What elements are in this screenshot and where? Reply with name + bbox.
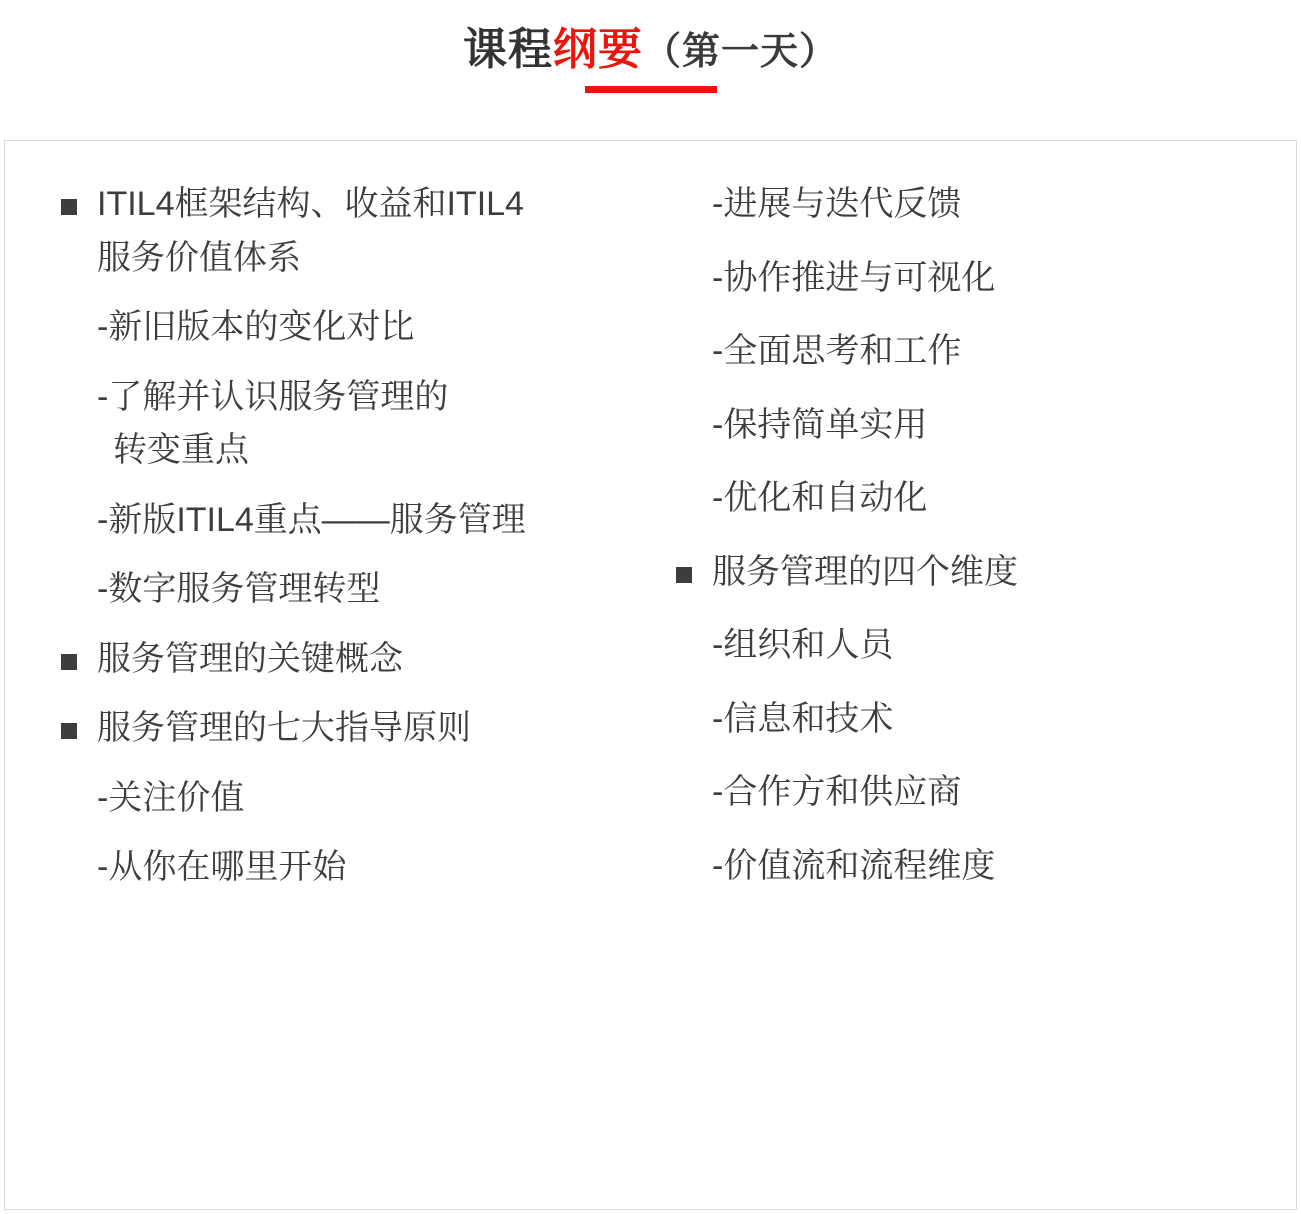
page-title	[0, 0, 1301, 93]
list-item-label: 转变重点	[113, 431, 249, 470]
list-item-label: -关注价值	[97, 778, 245, 817]
list-item	[676, 404, 1296, 448]
list-item-label: -合作方和供应商	[712, 773, 962, 812]
list-item-label: -组织和人员	[712, 626, 894, 665]
square-bullet-icon	[61, 199, 77, 215]
square-bullet-icon	[676, 567, 692, 583]
list-item	[61, 429, 664, 473]
list-item-label: 服务管理的七大指导原则	[97, 709, 471, 748]
title-underline	[585, 86, 717, 93]
list-item-label: -全面思考和工作	[712, 332, 962, 371]
list-item-label: -协作推进与可视化	[712, 258, 996, 297]
list-item	[61, 777, 664, 821]
list-item-label: -新版ITIL4重点——服务管理	[97, 500, 526, 539]
page-title-accent: 纲要	[552, 25, 643, 74]
square-bullet-icon	[61, 723, 77, 739]
list-item	[61, 846, 664, 890]
list-item	[676, 183, 1296, 227]
list-item	[61, 499, 664, 543]
list-item-label: -数字服务管理转型	[97, 570, 381, 609]
list-item	[676, 477, 1296, 521]
list-item-label: ITIL4框架结构、收益和ITIL4	[97, 185, 524, 223]
list-item-label: -优化和自动化	[712, 479, 928, 518]
list-item	[676, 551, 1296, 595]
list-item	[61, 237, 664, 281]
list-item-label: -价值流和流程维度	[712, 846, 996, 885]
list-item	[676, 845, 1296, 889]
list-item-label: -从你在哪里开始	[97, 848, 347, 887]
list-item-label: -保持简单实用	[712, 405, 928, 444]
list-item	[61, 306, 664, 350]
list-item	[61, 568, 664, 612]
list-item	[676, 257, 1296, 301]
outline-column-right	[664, 183, 1296, 1209]
list-item	[61, 707, 664, 751]
list-item	[676, 624, 1296, 668]
list-item	[676, 771, 1296, 815]
outline-frame	[4, 140, 1297, 1210]
list-item-label: -新旧版本的变化对比	[97, 308, 415, 347]
page-title-suffix: （第一天）	[642, 31, 838, 73]
list-item	[676, 330, 1296, 374]
square-bullet-icon	[61, 654, 77, 670]
list-item	[61, 376, 664, 420]
list-item	[676, 698, 1296, 742]
list-item-label: 服务管理的关键概念	[97, 639, 403, 678]
outline-column-left	[5, 183, 664, 1209]
list-item-label: 服务管理的四个维度	[712, 552, 1019, 591]
list-item	[61, 638, 664, 682]
list-item-label: -了解并认识服务管理的	[97, 377, 449, 416]
list-item-label: 服务价值体系	[97, 238, 301, 277]
list-item	[61, 183, 664, 227]
list-item-label: -进展与迭代反馈	[712, 185, 962, 223]
page-title-part1: 课程	[462, 25, 553, 74]
list-item-label: -信息和技术	[712, 699, 894, 738]
